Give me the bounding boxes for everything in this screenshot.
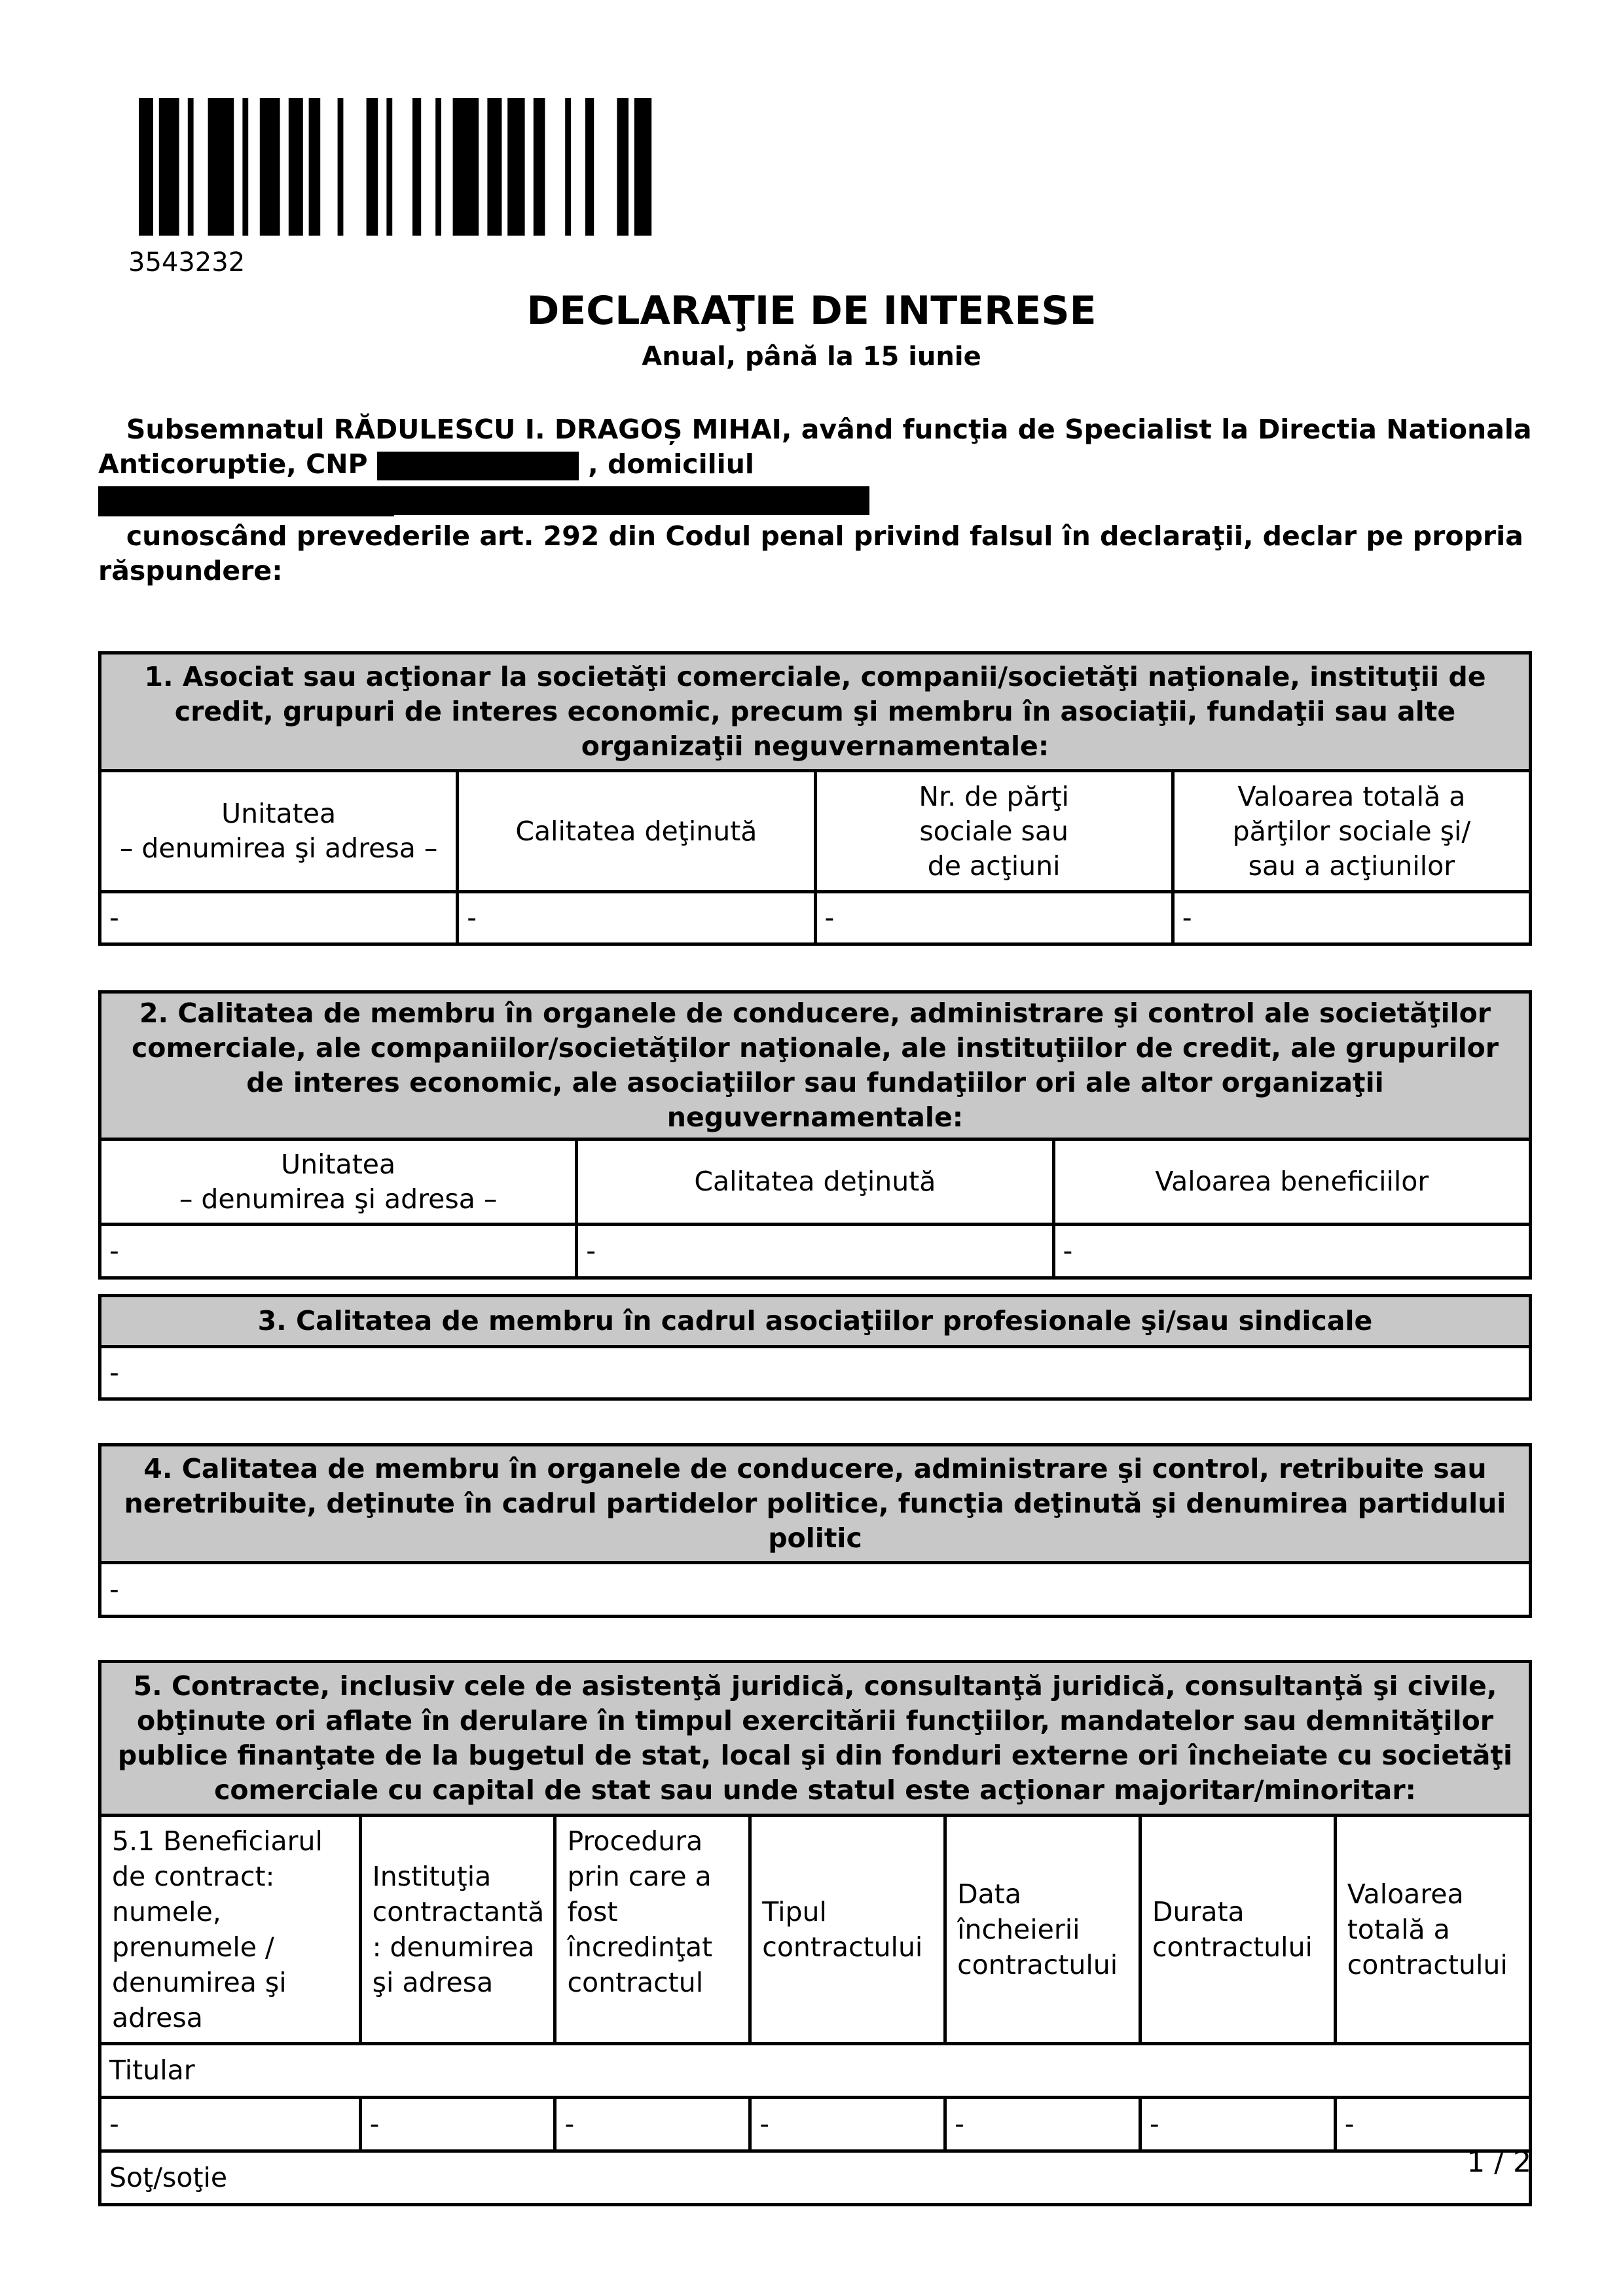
column-header: Calitatea deţinută — [577, 1139, 1053, 1225]
titular-label: Titular — [100, 2044, 1531, 2098]
section-1-header: 1. Asociat sau acţionar la societăţi comerciale, companii/societăţi naţionale, instituţii de credit, grupuri de interes economic, precum şi membru în asociaţii, fundaţii sau alte organizaţii neguvernamentale: — [100, 653, 1531, 771]
table-cell: - — [1173, 892, 1530, 944]
section-3-table — [98, 1294, 1532, 1401]
document-subtitle: Anual, până la 15 iunie — [642, 342, 981, 372]
column-header: Durata contractului — [1140, 1816, 1335, 2044]
table-cell: - — [750, 2098, 945, 2151]
intro-line-4: cunoscând prevederile art. 292 din Codul penal privind falsul în declaraţii, declar pe propria — [126, 520, 1523, 552]
column-header: Valoarea totală a contractului — [1335, 1816, 1530, 2044]
section-3-header: 3. Calitatea de membru în cadrul asociaţiilor profesionale şi/sau sindicale — [100, 1296, 1531, 1347]
section-5-header: 5. Contracte, inclusiv cele de asistenţă juridică, consultanţă juridică, consultanţă şi civile, obţinute ori aflate în derulare în timpul exercitării funcţiilor, mandatelor sau demnităţilor publice finanţate de la bugetul de stat, local şi din fonduri externe ori încheiate cu societăţi comerciale cu capital de stat sau unde statul este acţionar majoritar/minoritar: — [100, 1662, 1531, 1816]
column-header: Tipul contractului — [750, 1816, 945, 2044]
table-cell: - — [100, 892, 458, 944]
column-header: Unitatea – denumirea şi adresa – — [100, 771, 458, 892]
column-header: 5.1 Beneficiarul de contract: numele, prenumele / denumirea şi adresa — [100, 1816, 361, 2044]
table-cell: - — [100, 2098, 361, 2151]
section-2-header: 2. Calitatea de membru în organele de conducere, administrare şi control ale societăţilor comerciale, ale companiilor/societăţilor naţionale, ale instituţiilor de credit, ale grupurilor de interes economic, ale asociaţiilor sau fundaţiilor ori ale altor organizaţii neguvernamentale: — [100, 992, 1531, 1139]
table-cell: - — [815, 892, 1173, 944]
table-cell: - — [1140, 2098, 1335, 2151]
column-header: Calitatea deţinută — [458, 771, 815, 892]
column-header: Procedura prin care a fost încredinţat contractul — [555, 1816, 750, 2044]
section-2-table — [98, 990, 1532, 1280]
column-header: Data încheierii contractului — [945, 1816, 1140, 2044]
column-header: Valoarea totală a părţilor sociale şi/ sau a acţiunilor — [1173, 771, 1530, 892]
page-number: 1 / 2 — [1467, 2145, 1531, 2179]
intro-line-3 — [98, 483, 1532, 518]
table-cell: - — [1053, 1225, 1531, 1278]
table-cell: - — [100, 1347, 1531, 1399]
barcode — [139, 98, 885, 236]
table-cell: - — [555, 2098, 750, 2151]
column-header: Unitatea – denumirea şi adresa – — [100, 1139, 577, 1225]
table-cell: - — [360, 2098, 555, 2151]
redacted-address-continued — [98, 488, 394, 516]
spouse-label: Soţ/soţie — [100, 2151, 1531, 2205]
document-number: 3543232 — [128, 247, 246, 278]
section-1-table — [98, 651, 1532, 946]
table-cell: - — [577, 1225, 1053, 1278]
table-cell: - — [458, 892, 815, 944]
intro-cnp-label: Anticoruptie, CNP — [98, 448, 368, 480]
table-cell: - — [945, 2098, 1140, 2151]
column-header: Instituţia contractantă : denumirea şi adresa — [360, 1816, 555, 2044]
redacted-cnp — [377, 452, 579, 480]
column-header: Valoarea beneficiilor — [1053, 1139, 1531, 1225]
intro-line-1: Subsemnatul RĂDULESCU I. DRAGOȘ MIHAI, având funcţia de Specialist la Directia Nationala — [126, 414, 1532, 445]
section-5-table — [98, 1660, 1532, 2206]
section-4-header: 4. Calitatea de membru în organele de conducere, administrare şi control, retribuite sau neretribuite, deţinute în cadrul partidelor politice, funcţia deţinută şi denumirea partidului politic — [100, 1445, 1531, 1563]
column-header: Nr. de părţi sociale sau de acţiuni — [815, 771, 1173, 892]
table-cell: - — [100, 1225, 577, 1278]
intro-domicile-label: , domiciliul — [588, 448, 754, 480]
section-4-table — [98, 1443, 1532, 1618]
table-cell: - — [1335, 2098, 1530, 2151]
intro-line-5: răspundere: — [98, 555, 283, 586]
table-cell: - — [100, 1563, 1531, 1617]
document-title: DECLARAŢIE DE INTERESE — [526, 288, 1097, 334]
